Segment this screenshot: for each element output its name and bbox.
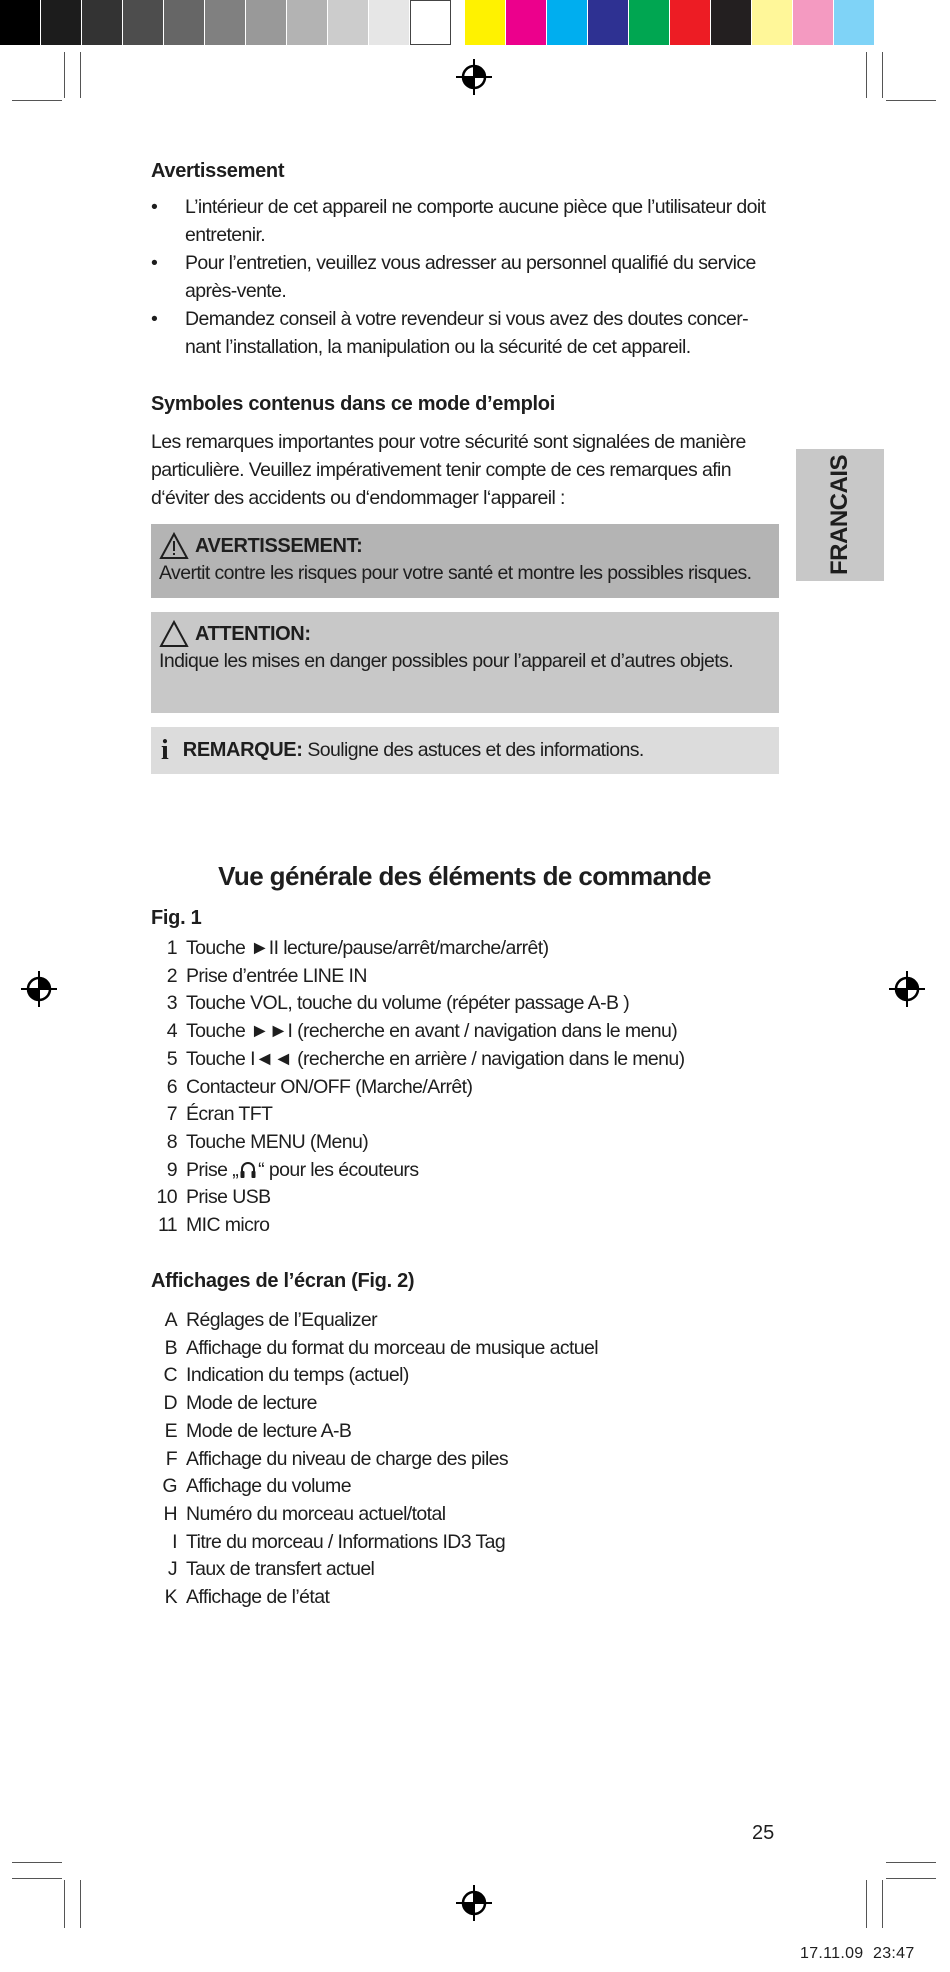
list-item: 6 Contacteur ON/OFF (Marche/Arrêt) — [166, 1075, 473, 1098]
color-swatch — [205, 0, 246, 45]
color-swatch — [629, 0, 670, 45]
caution-triangle-icon — [159, 620, 189, 648]
notice-label: AVERTISSEMENT: — [195, 534, 363, 557]
color-swatch — [369, 0, 410, 45]
warning-bullet-list — [151, 193, 778, 361]
color-swatch — [670, 0, 711, 45]
color-swatch — [711, 0, 752, 45]
remark-notice-box — [151, 727, 779, 774]
color-swatch — [328, 0, 369, 45]
crop-mark — [866, 52, 867, 98]
section-heading: Avertissement — [151, 160, 285, 182]
list-item: 4 Touche ►►I (recherche en avant / navigation dans le menu) — [166, 1020, 678, 1043]
warning-section — [151, 160, 778, 361]
controls-list — [151, 935, 685, 1240]
color-swatch — [246, 0, 287, 45]
language-side-tab — [796, 449, 884, 581]
list-item: K Affichage de l’état — [164, 1586, 330, 1609]
color-swatch — [123, 0, 164, 45]
crop-mark — [886, 1878, 936, 1879]
color-swatch — [410, 0, 451, 45]
color-swatch — [588, 0, 629, 45]
display-list — [151, 1307, 598, 1612]
color-swatch — [82, 0, 123, 45]
list-item: A Réglages de l’Equalizer — [164, 1309, 378, 1331]
color-swatch — [834, 0, 875, 45]
crop-mark — [12, 1878, 62, 1879]
crop-mark — [12, 100, 62, 101]
list-item: B Affichage du format du morceau de musique actuel — [164, 1336, 599, 1359]
notice-text: Indique les mises en danger possibles pour l’appareil et d’autres objets. — [159, 650, 734, 672]
fig-label: Fig. 1 — [151, 907, 202, 929]
color-calibration-bar — [0, 0, 875, 45]
symbols-intro: Les remarques importantes pour votre sécurité sont signalées de manière particulière. Veuillez impérativement tenir compte de ces remarques afin d‘éviter des accidents ou d‘endommager l‘appareil : — [151, 431, 746, 509]
bullet-item: • Pour l’entretien, veuillez vous adresser au personnel qualifié du service après-vente. — [151, 249, 778, 305]
color-swatch — [465, 0, 506, 45]
color-swatch — [547, 0, 588, 45]
page-number: 25 — [752, 1822, 775, 1844]
list-item: 3 Touche VOL, touche du volume (répéter passage A-B ) — [166, 992, 630, 1015]
list-item: 5 Touche I◄◄ (recherche en arrière / navigation dans le menu) — [166, 1047, 685, 1070]
color-swatch — [506, 0, 547, 45]
color-swatch — [287, 0, 328, 45]
warning-notice-box — [151, 524, 779, 598]
color-swatch — [451, 0, 465, 45]
bullet-item: • L’intérieur de cet appareil ne comporte aucune pièce que l’utilisateur doit entretenir. — [151, 193, 778, 249]
headphones-icon — [239, 1160, 257, 1180]
symbols-section — [151, 393, 778, 512]
list-item: 2 Prise d’entrée LINE IN — [166, 964, 367, 987]
color-swatch — [41, 0, 82, 45]
bullet-item: • Demandez conseil à votre revendeur si vous avez des doutes concer-nant l’installation, la manipulation ou la sécurité de cet appareil. — [151, 305, 778, 361]
warning-triangle-icon — [159, 532, 189, 560]
crop-mark — [866, 1880, 867, 1928]
color-swatch — [164, 0, 205, 45]
crop-mark — [64, 52, 65, 98]
notice-text: Avertit contre les risques pour votre santé et montre les possibles risques. — [159, 562, 752, 584]
crop-mark — [886, 1862, 936, 1863]
list-item: G Affichage du volume — [162, 1475, 351, 1498]
language-label: FRANCAIS — [826, 455, 853, 575]
section-heading: Symboles contenus dans ce mode d’emploi — [151, 393, 555, 415]
list-item: 8 Touche MENU (Menu) — [166, 1130, 369, 1153]
list-item: E Mode de lecture A-B — [164, 1419, 352, 1442]
notice-text: Souligne des astuces et des informations. — [302, 739, 644, 761]
notice-label: REMARQUE: — [182, 739, 303, 761]
list-item: 7 Écran TFT — [166, 1103, 273, 1126]
color-swatch — [0, 0, 41, 45]
crop-mark — [12, 1862, 62, 1863]
display-section-title: Affichages de l’écran (Fig. 2) — [151, 1270, 415, 1292]
registration-target-icon — [455, 1884, 493, 1922]
list-item: F Affichage du niveau de charge des piles — [165, 1447, 509, 1470]
list-item: 10 Prise USB — [156, 1186, 271, 1209]
crop-mark — [886, 100, 936, 101]
crop-mark — [64, 1880, 65, 1928]
crop-mark — [882, 52, 883, 98]
info-icon: i — [161, 734, 169, 766]
controls-section-title: Vue générale des éléments de commande — [218, 861, 711, 891]
registration-target-icon — [20, 970, 58, 1008]
list-item: 9 Prise „ “ pour les écouteurs — [166, 1158, 419, 1181]
registration-target-icon — [455, 58, 493, 96]
attention-notice-box — [151, 612, 779, 713]
color-swatch — [793, 0, 834, 45]
notice-label: ATTENTION: — [195, 622, 311, 645]
list-item: I Titre du morceau / Informations ID3 Tag — [172, 1530, 506, 1553]
color-swatch — [752, 0, 793, 45]
crop-mark — [80, 1880, 81, 1928]
list-item: J Taux de transfert actuel — [167, 1558, 375, 1581]
print-timestamp: 17.11.09 23:47 — [800, 1945, 915, 1962]
list-item: D Mode de lecture — [163, 1392, 317, 1415]
crop-mark — [80, 52, 81, 98]
list-item: C Indication du temps (actuel) — [163, 1364, 409, 1387]
registration-target-icon — [888, 970, 926, 1008]
crop-mark — [882, 1880, 883, 1928]
list-item: 11 MIC micro — [157, 1214, 270, 1237]
list-item: H Numéro du morceau actuel/total — [163, 1502, 446, 1525]
list-item: 1 Touche ►II lecture/pause/arrêt/marche/arrêt) — [166, 937, 549, 959]
